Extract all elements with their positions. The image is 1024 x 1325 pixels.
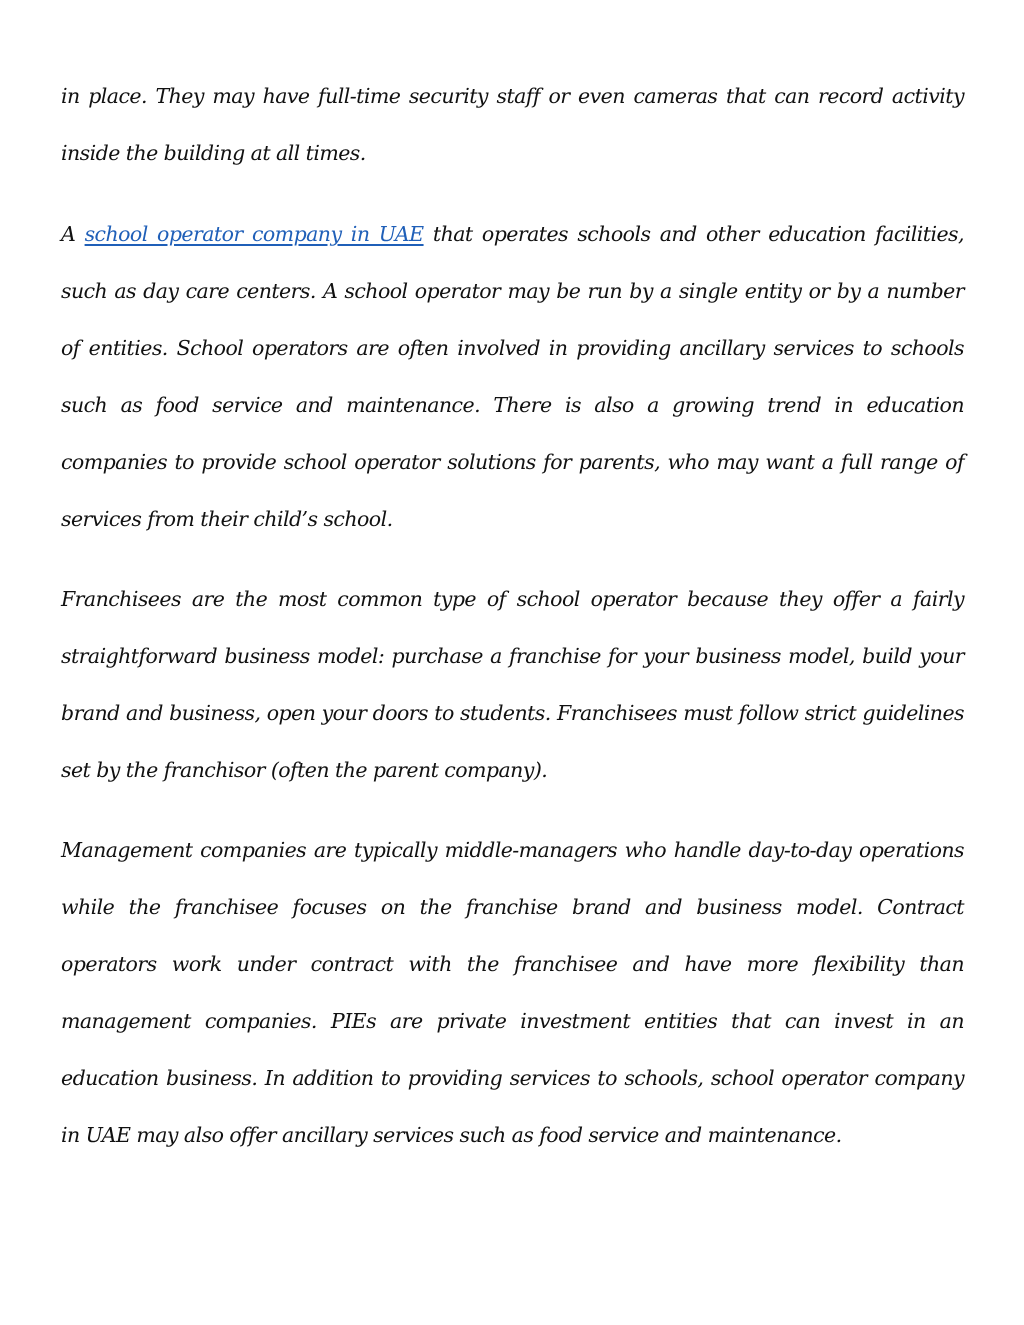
paragraph-management-companies: Management companies are typically middle-managers who handle day-to-day operations while the franchisee focuses on the franchise brand and business model. Contract operators work under contract with the franchisee and have more flexibility than management companies. PIEs are private investment entities that can invest in an education business. In addition to providing services to schools, school operator company in UAE may also offer ancillary services such as food service and maintenance. — [61, 838, 964, 1147]
school-operator-link[interactable]: school operator company in UAE — [84, 222, 424, 246]
paragraph-security: in place. They may have full-time security staff or even cameras that can record activity inside the building at all times. — [61, 84, 964, 165]
document-page — [61, 68, 964, 1187]
paragraph-suffix: that operates schools and other education facilities, such as day care centers. A school operator may be run by a single entity or by a number of entities. School operators are often involved in providing ancillary services to schools such as food service and maintenance. There is also a growing trend in education companies to provide school operator solutions for parents, who may want a full range of services from their child’s school. — [61, 222, 964, 531]
paragraph-prefix: A — [61, 222, 85, 246]
paragraph-school-operator — [61, 206, 964, 548]
paragraph-franchisees: Franchisees are the most common type of school operator because they offer a fairly straightforward business model: purchase a franchise for your business model, build your brand and business, open your doors to students. Franchisees must follow strict guidelines set by the franchisor (often the parent company). — [61, 587, 964, 782]
